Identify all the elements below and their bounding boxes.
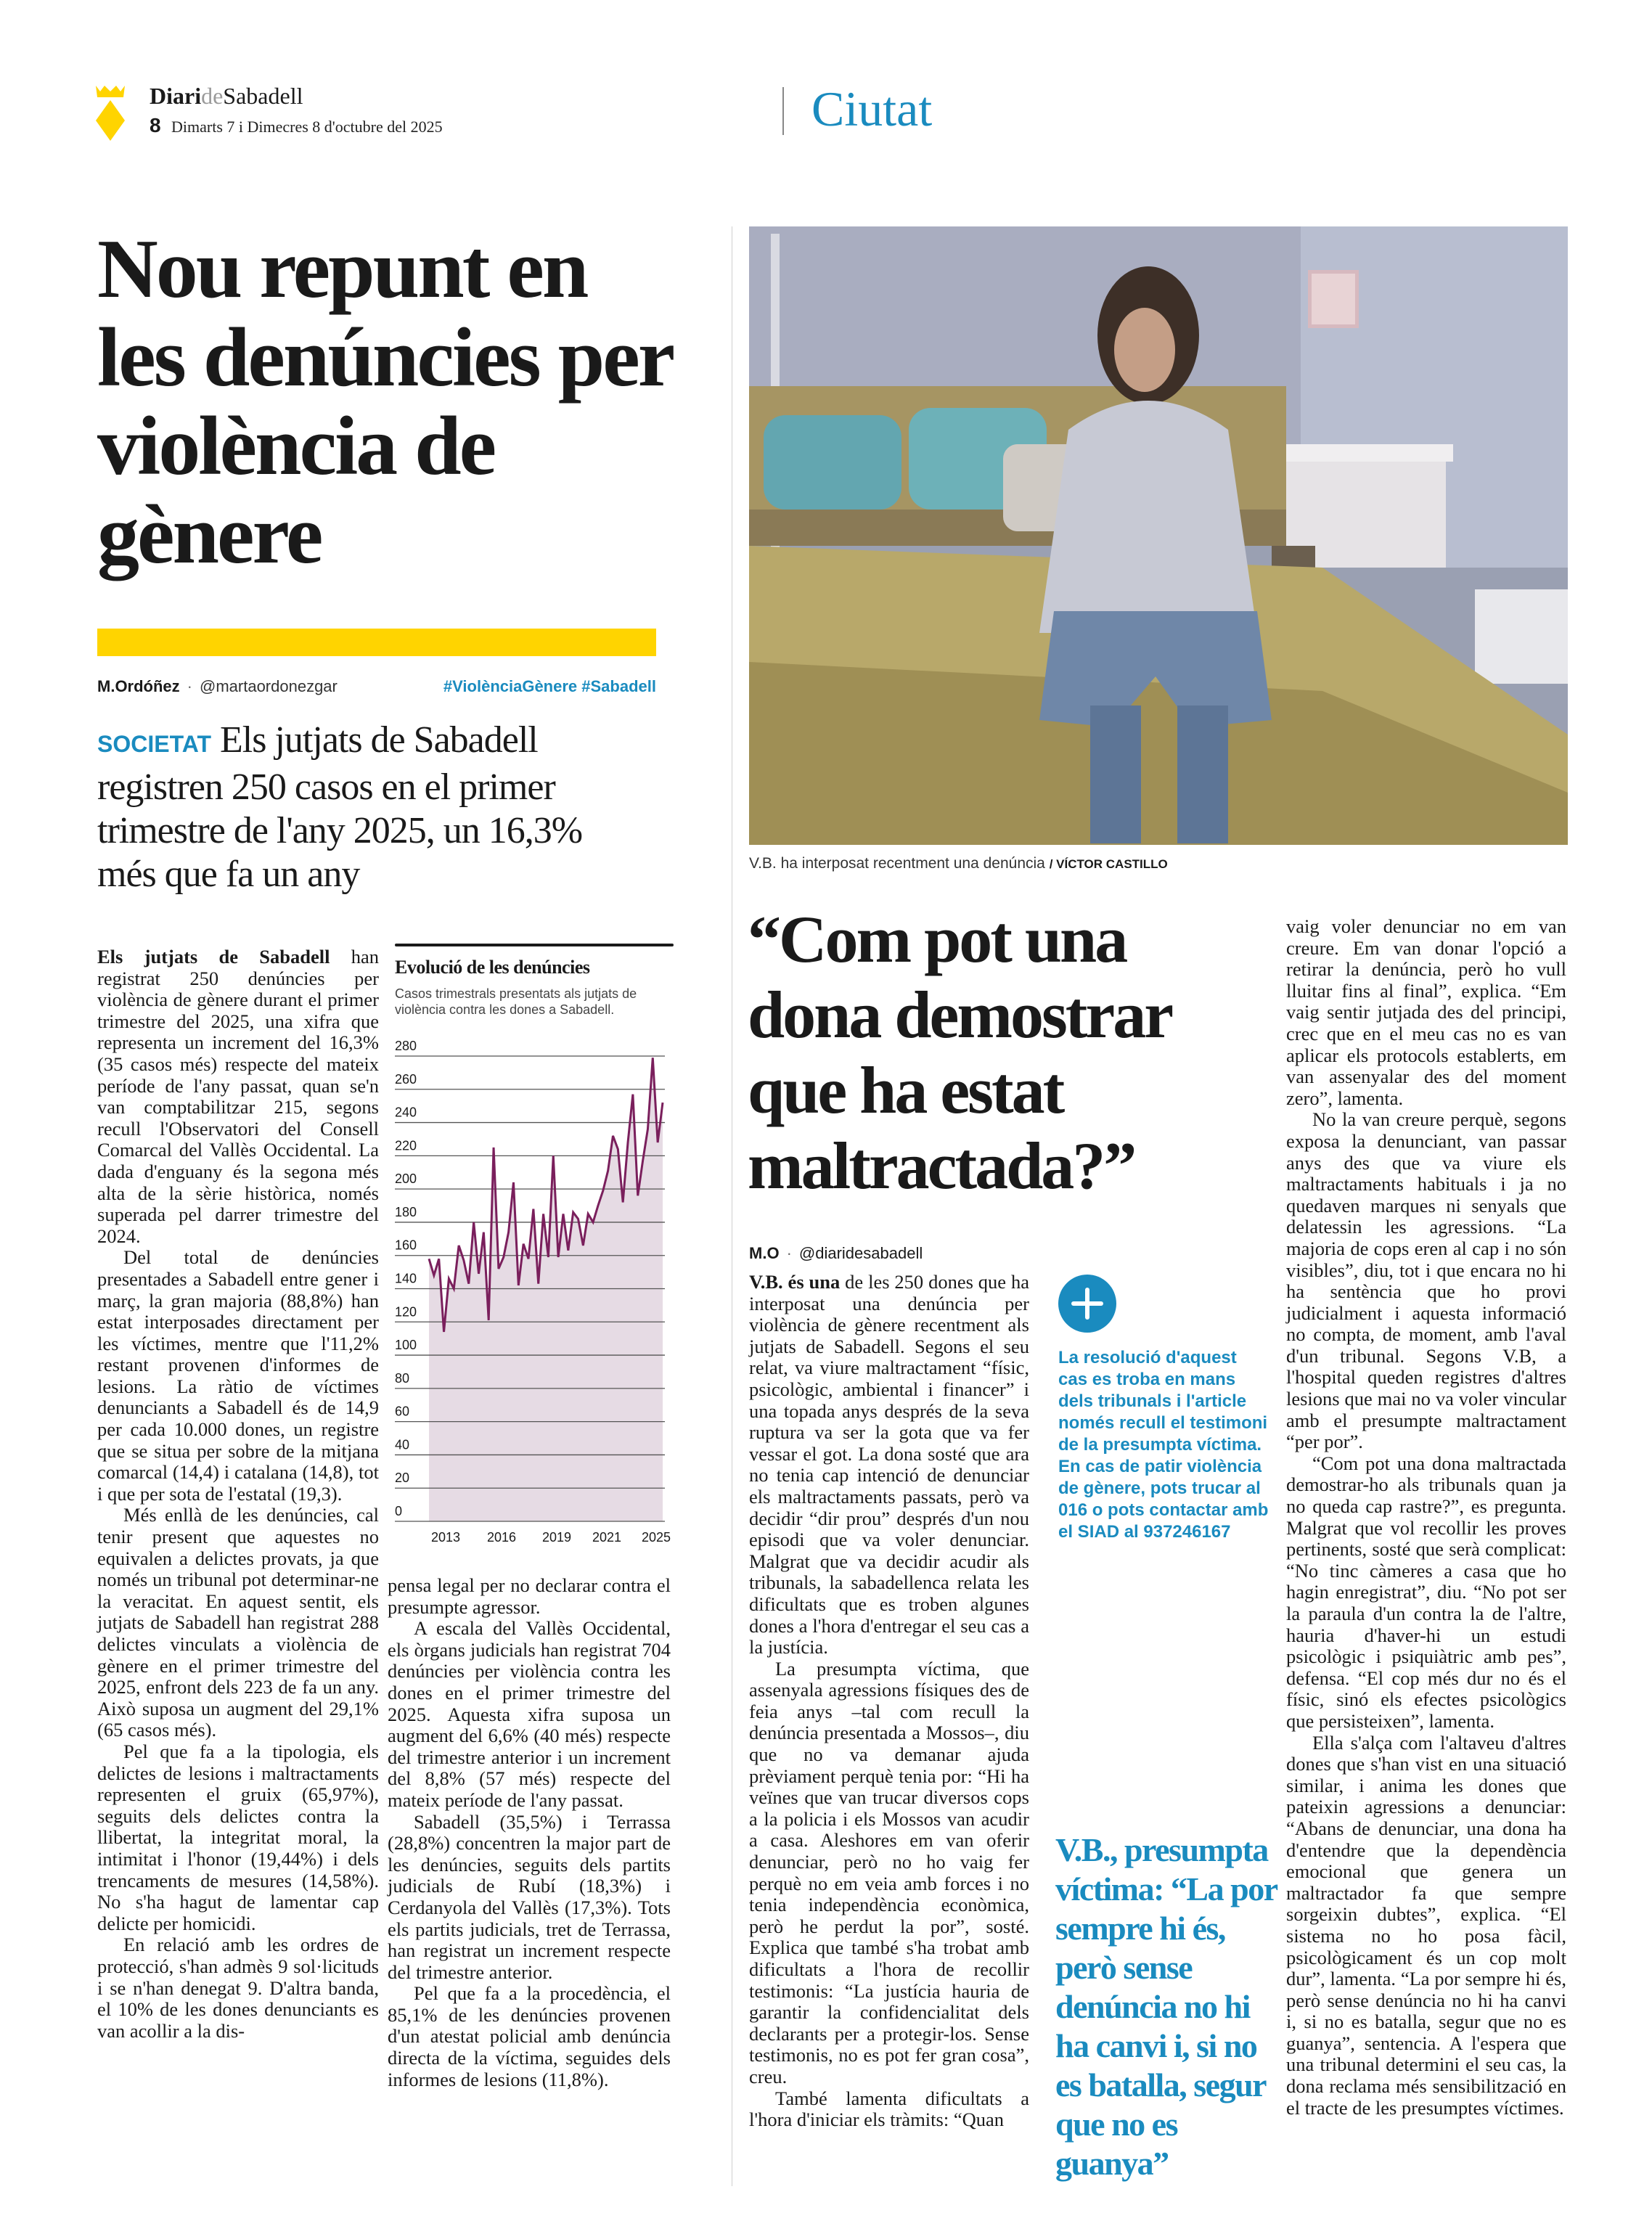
chart-title: Evolució de les denúncies bbox=[395, 957, 590, 978]
paragraph: En relació amb les ordres de protecció, s'han admès 9 sol·licituds i se n'han denegat 9. D'altra banda, el 10% de les dones denunciants es van acollir a la dis- bbox=[97, 1934, 379, 2042]
chart-y-tick-label: 60 bbox=[395, 1404, 410, 1419]
chart-x-tick-label: 2016 bbox=[486, 1530, 517, 1545]
article-tags[interactable]: #ViolènciaGènere #Sabadell bbox=[443, 677, 656, 695]
chart-y-tick-label: 160 bbox=[395, 1238, 417, 1253]
author-handle[interactable]: @martaordonezgar bbox=[200, 677, 338, 695]
paragraph: Pel que fa a la tipologia, els delictes de lesions i maltractaments representen el gruix (65,97%), seguits dels delictes contra la llibertat, la integritat moral, la intimitat i l'honor (19,44%) i dels trencaments de mesures (14,58%). No s'ha hagut de lamentar cap delicte per homicidi. bbox=[97, 1740, 379, 1934]
paragraph-text: de les 250 dones que ha interposat una denúncia per violència de gènere recentment als jutjats de Sabadell. Segons el seu relat, va viure maltractament “físic, psicològic, ambiental i financer” i una topada anys després de la seva ruptura va ser la gota que va fer vessar el got. La dona sosté que ara no tenia cap intenció de denunciar els maltractaments passats, però va decidir “dir prou” després d'un nou episodi que va voler denunciar. Malgrat que va decidir acudir als tribunals, la sabadellenca relata les dificultats que es troben algunes dones a l'hora d'entregar el seu cas a la justícia. bbox=[749, 1271, 1029, 1659]
paragraph bbox=[97, 946, 379, 1247]
plus-icon bbox=[1058, 1275, 1116, 1333]
article-headline: Nou repunt en les denúncies per violència de gènere bbox=[97, 223, 672, 581]
chart-y-tick-label: 100 bbox=[395, 1338, 417, 1353]
chart-y-tick-label: 280 bbox=[395, 1039, 417, 1053]
author-name: M.O bbox=[749, 1244, 780, 1262]
lead-in: Els jutjats de Sabadell bbox=[97, 946, 330, 968]
section-divider bbox=[782, 87, 784, 135]
chart-x-tick-label: 2019 bbox=[541, 1530, 572, 1545]
chart-complaints-evolution bbox=[388, 944, 672, 1553]
author-name: M.Ordóñez bbox=[97, 677, 180, 695]
photo-credit: / VÍCTOR CASTILLO bbox=[1049, 857, 1168, 871]
author-handle[interactable]: @diaridesabadell bbox=[798, 1244, 923, 1262]
issue-date: Dimarts 7 i Dimecres 8 d'octubre del 2025 bbox=[171, 118, 443, 136]
paragraph: A escala del Vallès Occidental, els òrgans judicials han registrat 704 denúncies per violència contra les dones en el primer trimestre del 2025. Aquesta xifra suposa un augment del 6,6% (40 més) respecte del trimestre anterior i un increment del 8,8% (57 més) respecte del mateix període de l'any passat. bbox=[388, 1617, 671, 1811]
paragraph: Pel que fa a la procedència, el 85,1% de les denúncies provenen d'un atestat policial amb denúncia directa de la víctima, seguides dels informes de lesions (11,8%). bbox=[388, 1982, 671, 2090]
article-column-2 bbox=[388, 1575, 671, 2090]
section-kicker: SOCIETAT bbox=[97, 731, 212, 757]
chart-y-tick-label: 180 bbox=[395, 1204, 417, 1219]
chart-y-tick-label: 40 bbox=[395, 1437, 410, 1452]
chart-y-tick-label: 220 bbox=[395, 1138, 417, 1153]
paragraph: pensa legal per no declarar contra el presumpte agressor. bbox=[388, 1574, 671, 1618]
chart-area-fill bbox=[429, 1058, 663, 1521]
interview-column-1 bbox=[749, 1272, 1029, 2131]
chart-subtitle: Casos trimestrals presentats als jutjats de violència contra les dones a Sabadell. bbox=[395, 986, 637, 1017]
brand-diari: Diari bbox=[150, 83, 202, 109]
brand-de: de bbox=[201, 83, 224, 109]
chart-y-tick-label: 20 bbox=[395, 1471, 410, 1486]
masthead bbox=[93, 81, 933, 147]
photo-caption bbox=[749, 855, 1168, 872]
brand-sabadell: Sabadell bbox=[223, 83, 303, 109]
interview-column-2 bbox=[1286, 916, 1566, 2119]
photo-woman-on-bed bbox=[749, 226, 1568, 845]
byline-separator: · bbox=[187, 677, 192, 695]
paragraph: Ella s'alça com l'altaveu d'altres dones que s'han vist en una situació similar, i anima les dones que pateixin agressions a denunciar: “Abans de denunciar, una dona ha d'entendre que la dependència emocional que genera un maltractador fa que sempre sorgeixin dubtes”, explica. “El sistema no ho posa fàcil, psicològicament és un cop molt dur”, lamenta. “La por sempre hi és, però sense denúncia no hi ha canvi i, si no es batalla, segur que no es guanya”, sentencia. A l'espera que una tribunal determini el seu cas, la dona reclama més sensibilització en el tracte de les presumptes víctimes. bbox=[1286, 1731, 1566, 2119]
pull-quote: V.B., presumpta víctima: “La por sempre hi és, però sense denúncia no hi ha canvi i, si no es batalla, segur que no es guanya” bbox=[1055, 1831, 1277, 2182]
paragraph-text: han registrat 250 denúncies per violència de gènere durant el primer trimestre del 2025, una xifra que representa un increment del 16,3% (35 casos més) respecte del mateix període de l'any passat, quan se'n van comptabilitzar 215, segons recull l'Observatori del Consell Comarcal del Vallès Occidental. La dada d'enguany és la segona més alta de la sèrie històrica, només superada pel darrer trimestre del 2024. bbox=[97, 946, 380, 1247]
paragraph: No la van creure perquè, segons exposa la denunciant, van passar anys des que va viure els maltractaments habituals i ja no quedaven marques ni senyals que delatessin les agressions. “La majoria de cops eren al cap i no són visibles”, diu, tot i que encara no hi ha sentència que ho provi judicialment i aquesta informació no compta, de moment, amb l'aval d'un tribunal. Segons V.B, a l'hospital queden registres d'altres lesions que mai no va voler vincular amb el presumpte maltractament “per por”. bbox=[1286, 1108, 1566, 1453]
chart-y-tick-label: 120 bbox=[395, 1304, 417, 1320]
paragraph: La presumpta víctima, que assenyala agressions físiques des de feia anys –tal com recull la denúncia presentada a Mossos–, diu que no va demanar ajuda prèviament perquè tenia por: “Hi ha veïnes que van trucar diversos cops a la policia i els Mossos van acudir a casa. Aleshores em van oferir denunciar, però no ho vaig fer perquè no em veia amb forces i no tenia independència econòmica, però he perdut la por”, sosté. Explica que també s'ha trobat amb dificultats a l'hora de recollir testimonis: “La justícia hauria de garantir la confidencialitat dels declarants per a protegir-los. Sense testimonis, no es pot fer gran cosa”, creu. bbox=[749, 1657, 1029, 2087]
paragraph: “Com pot una dona maltractada demostrar-ho als tribunals quan ja no queda cap rastre?”, es pregunta. Malgrat que vol recollir les proves pertinents, sosté que serà complicat: “No tinc càmeres a casa que ho hagin enregistrat”, diu. “No pot ser la paraula d'un contra la de l'altre, hauria d'haver-hi un estudi psicològic i psiquiàtric amb pes”, defensa. “El cop més dur no és el físic, sinó els efectes psicològics que persisteixen”, lamenta. bbox=[1286, 1452, 1566, 1732]
chart-y-tick-label: 200 bbox=[395, 1171, 417, 1187]
brand-name[interactable] bbox=[150, 81, 303, 110]
paragraph: També lamenta dificultats a l'hora d'iniciar els tràmits: “Quan bbox=[749, 2087, 1029, 2131]
chart-y-tick-label: 80 bbox=[395, 1370, 410, 1386]
interview-headline: “Com pot una dona demostrar que ha estat maltractada?” bbox=[748, 902, 1171, 1203]
info-box: La resolució d'aquest cas es troba en mans dels tribunals i l'article només recull el testimoni de la presumpta víctima. En cas de patir violència de gènere, pots trucar al 016 o pots contactar amb el SIAD al 937246167 bbox=[1058, 1348, 1269, 1542]
sabadell-crest-icon bbox=[93, 84, 128, 142]
chart-x-tick-label: 2013 bbox=[430, 1530, 461, 1545]
chart-plot bbox=[388, 944, 672, 1553]
paragraph: Més enllà de les denúncies, cal tenir present que aquestes no equivalen a delictes provats, ja que només un tribunal pot determinar-ne la veracitat. En aquest sentit, els jutjats de Sabadell han registrat 288 delictes vinculats a violència de gènere en el primer trimestre del 2025, enfront dels 223 de fa un any. Això suposa un augment del 29,1% (65 casos més). bbox=[97, 1504, 379, 1741]
headline-accent-bar bbox=[97, 629, 656, 656]
chart-y-tick-label: 140 bbox=[395, 1271, 417, 1286]
subhead-text: Els jutjats de Sabadell registren 250 casos en el primer trimestre de l'any 2025, un 16,3% més que fa un any bbox=[97, 719, 583, 895]
chart-x-tick-label: 2021 bbox=[592, 1530, 622, 1545]
chart-y-tick-label: 240 bbox=[395, 1105, 417, 1120]
article-byline bbox=[97, 676, 656, 697]
section-title: Ciutat bbox=[811, 81, 933, 136]
article-photo[interactable] bbox=[749, 226, 1568, 845]
chart-y-tick-label: 260 bbox=[395, 1071, 417, 1087]
interview-byline bbox=[749, 1244, 923, 1263]
lead-in: V.B. és una bbox=[749, 1271, 841, 1293]
article-subhead bbox=[97, 719, 649, 896]
page-number: 8 bbox=[150, 114, 161, 136]
chart-y-tick-label: 0 bbox=[395, 1504, 403, 1518]
paragraph: vaig voler denunciar no em van creure. Em van donar l'opció a retirar la denúncia, però ho vull lluitar fins al final”, explica. “Em vaig sentir jutjada des del principi, crec que en el meu cas no es van aplicar els protocols establerts, em van assenyalar des del moment zero”, lamenta. bbox=[1286, 915, 1566, 1109]
paragraph bbox=[749, 1272, 1029, 1659]
paragraph: Del total de denúncies presentades a Sabadell entre gener i març, la gran majoria (88,8%) han estat interposades directament per les víctimes, mentre que l'11,2% restant provenen d'informes de lesions. La ràtio de víctimes denunciants a Sabadell és de 14,9 per cada 10.000 dones, un registre que se situa per sobre de la mitjana comarcal (14,4) i catalana (14,8), tot i que per sota de l'estatal (19,3). bbox=[97, 1246, 379, 1505]
paragraph: Sabadell (35,5%) i Terrassa (28,8%) concentren la major part de les denúncies, seguits dels partits judicials de Rubí (18,3%) i Cerdanyola del Vallès (17,3%). Tots els partits judicials, tret de Terrassa, han registrat un increment respecte del trimestre anterior. bbox=[388, 1810, 671, 1983]
chart-x-tick-label: 2025 bbox=[641, 1530, 671, 1545]
article-column-1 bbox=[97, 946, 379, 2042]
byline-separator: · bbox=[786, 1244, 792, 1262]
caption-text: V.B. ha interposat recentment una denúncia bbox=[749, 855, 1045, 872]
